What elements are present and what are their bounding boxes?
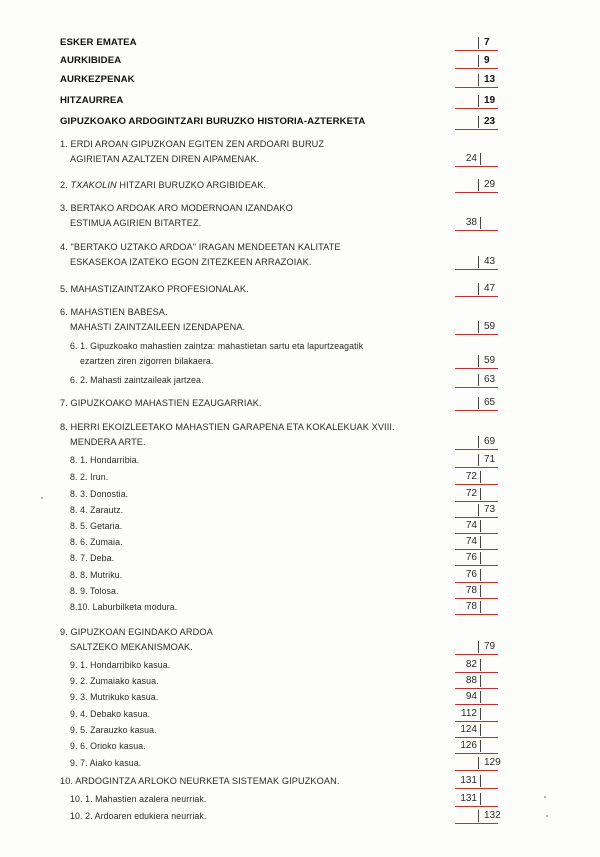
toc-page-number: 59 <box>484 355 496 366</box>
toc-separator-bar <box>478 256 479 268</box>
toc-entry-title: 8. 4. Zarautz. <box>70 505 124 515</box>
toc-page-underline <box>455 269 498 270</box>
toc-separator-bar <box>478 355 479 367</box>
toc-separator-bar <box>480 471 481 483</box>
toc-entry-title: 8. HERRI EKOIZLEETAKO MAHASTIEN GARAPENA ETA KOKALEKUAK XVIII. <box>60 422 395 432</box>
toc-page-underline <box>455 192 498 193</box>
toc-entry-title-continued: ezartzen ziren zigorren bilakaera. <box>80 356 214 366</box>
toc-entry-title: AURKEZPENAK <box>60 74 135 85</box>
toc-entry-title: 9. 1. Hondarribiko kasua. <box>70 660 171 670</box>
toc-page-number: 65 <box>484 397 496 408</box>
toc-page-underline <box>455 753 498 754</box>
toc-page-number: 124 <box>460 724 477 735</box>
toc-page-number: 74 <box>465 520 477 531</box>
toc-separator-bar <box>480 488 481 500</box>
toc-entry-title: 9. 4. Debako kasua. <box>70 709 151 719</box>
toc-page-underline <box>455 654 498 655</box>
toc-page-underline <box>455 533 498 534</box>
toc-page-underline <box>455 549 498 550</box>
toc-entry-title-continued: ESTIMUA AGIRIEN BITARTEZ. <box>70 218 202 228</box>
toc-entry-title: ESKER EMATEA <box>60 37 137 48</box>
toc-entry-title: 4. "BERTAKO UZTAKO ARDOA" IRAGAN MENDEETAN KALITATE <box>60 242 341 252</box>
toc-page-underline <box>455 68 498 69</box>
toc-page-number: 43 <box>484 256 496 267</box>
toc-entry-title: 1. ERDI AROAN GIPUZKOAN EGITEN ZEN ARDOARI BURUZ <box>60 139 325 149</box>
toc-page-number: 78 <box>465 601 477 612</box>
toc-page-number: 24 <box>465 153 477 164</box>
toc-page-underline <box>455 449 498 450</box>
toc-page-underline <box>455 387 498 388</box>
toc-entry-title: 8. 7. Deba. <box>70 553 115 563</box>
toc-separator-bar <box>478 37 479 49</box>
toc-entry-title: 6. 2. Mahasti zaintzaileak jartzea. <box>70 375 204 385</box>
toc-separator-bar <box>478 95 479 107</box>
toc-page-number: 94 <box>465 691 477 702</box>
toc-entry-title-continued: AGIRIETAN AZALTZEN DIREN AIPAMENAK. <box>70 154 260 164</box>
toc-separator-bar <box>480 536 481 548</box>
toc-page-number: 23 <box>484 116 496 127</box>
toc-page-underline <box>455 582 498 583</box>
toc-page-number: 76 <box>465 552 477 563</box>
toc-entry-title: 8. 1. Hondarribia. <box>70 455 140 465</box>
toc-page-number: 13 <box>484 74 496 85</box>
toc-page-number: 132 <box>484 810 501 821</box>
toc-separator-bar <box>478 436 479 448</box>
toc-entry-title: 8. 9. Tolosa. <box>70 586 119 596</box>
toc-entry-title: 2. TXAKOLIN HITZARI BURUZKO ARGIBIDEAK. <box>60 180 267 190</box>
toc-page-underline <box>455 688 498 689</box>
toc-page-underline <box>455 296 498 297</box>
toc-separator-bar <box>480 217 481 229</box>
toc-entry-title-continued: MAHASTI ZAINTZAILEEN IZENDAPENA. <box>70 322 246 332</box>
toc-separator-bar <box>478 116 479 128</box>
toc-page-underline <box>455 788 498 789</box>
toc-entry-title: HITZAURREA <box>60 95 124 106</box>
toc-page-number: 79 <box>484 641 496 652</box>
toc-separator-bar <box>478 321 479 333</box>
toc-page-number: 9 <box>484 55 490 66</box>
toc-page-number: 69 <box>484 436 496 447</box>
toc-page-underline <box>455 87 498 88</box>
toc-entry-title: 10. ARDOGINTZA ARLOKO NEURKETA SISTEMAK GIPUZKOAN. <box>60 776 340 786</box>
toc-separator-bar <box>480 740 481 752</box>
toc-page-underline <box>455 410 498 411</box>
toc-entry-title: 8. 6. Zumaia. <box>70 537 123 547</box>
toc-page-number: 7 <box>484 37 490 48</box>
toc-separator-bar <box>480 775 481 787</box>
toc-entry-title: 6. 1. Gipuzkoako mahastien zaintza: mahastietan sartu eta lapurtzeagatik <box>70 341 364 351</box>
toc-page-underline <box>455 334 498 335</box>
toc-page-underline <box>455 129 498 130</box>
toc-separator-bar <box>480 724 481 736</box>
toc-page-number: 82 <box>465 659 477 670</box>
toc-entry-title: 9. GIPUZKOAN EGINDAKO ARDOA <box>60 627 213 637</box>
toc-separator-bar <box>478 504 479 516</box>
toc-page-number: 131 <box>460 775 477 786</box>
toc-entry-title: 8. 8. Mutriku. <box>70 570 123 580</box>
toc-page-number: 72 <box>465 488 477 499</box>
toc-page-underline <box>455 108 498 109</box>
toc-entry-title: 7. GIPUZKOAKO MAHASTIEN EZAUGARRIAK. <box>60 398 262 408</box>
toc-separator-bar <box>480 520 481 532</box>
toc-entry-title: 9. 5. Zarauzko kasua. <box>70 725 157 735</box>
toc-page-number: 59 <box>484 321 496 332</box>
toc-separator-bar <box>480 793 481 805</box>
toc-entry-title-continued: ESKASEKOA IZATEKO EGON ZITEZKEEN ARRAZOIAK. <box>70 257 312 267</box>
toc-entry-title: 5. MAHASTIZAINTZAKO PROFESIONALAK. <box>60 284 249 294</box>
toc-entry-title: 8. 2. Irun. <box>70 472 109 482</box>
toc-page-number: 126 <box>460 740 477 751</box>
toc-page-underline <box>455 704 498 705</box>
toc-page-underline <box>455 721 498 722</box>
toc-page-number: 74 <box>465 536 477 547</box>
toc-page-underline <box>455 614 498 615</box>
toc-entry-title-continued: MENDERA ARTE. <box>70 437 146 447</box>
toc-entry-title: 6. MAHASTIEN BABESA. <box>60 307 168 317</box>
paper-speck <box>41 497 43 499</box>
toc-separator-bar <box>480 708 481 720</box>
toc-separator-bar <box>478 641 479 653</box>
toc-page-number: 63 <box>484 374 496 385</box>
toc-separator-bar <box>480 585 481 597</box>
toc-entry-title: 8. 3. Donostia. <box>70 489 129 499</box>
toc-separator-bar <box>478 454 479 466</box>
toc-separator-bar <box>478 397 479 409</box>
toc-page-underline <box>455 501 498 502</box>
toc-page-underline <box>455 230 498 231</box>
toc-separator-bar <box>480 691 481 703</box>
toc-entry-title: 9. 6. Orioko kasua. <box>70 741 146 751</box>
toc-page-number: 38 <box>465 217 477 228</box>
toc-separator-bar <box>480 659 481 671</box>
toc-page-underline <box>455 467 498 468</box>
toc-separator-bar <box>480 675 481 687</box>
toc-page-number: 72 <box>465 471 477 482</box>
toc-page-underline <box>455 484 498 485</box>
toc-page-number: 129 <box>484 757 501 768</box>
toc-entry-title: 9. 3. Mutrikuko kasua. <box>70 692 159 702</box>
toc-page-number: 71 <box>484 454 496 465</box>
toc-separator-bar <box>478 810 479 822</box>
toc-page-number: 19 <box>484 95 496 106</box>
toc-page-underline <box>455 823 498 824</box>
toc-separator-bar <box>478 283 479 295</box>
toc-page-underline <box>455 737 498 738</box>
toc-separator-bar <box>478 374 479 386</box>
toc-entry-title: 9. 7. Aiako kasua. <box>70 758 142 768</box>
toc-page-number: 88 <box>465 675 477 686</box>
toc-page-number: 78 <box>465 585 477 596</box>
toc-page-underline <box>455 50 498 51</box>
toc-entry-title: 9. 2. Zumaiako kasua. <box>70 676 159 686</box>
toc-entry-title-continued: SALTZEKO MEKANISMOAK. <box>70 642 193 652</box>
toc-page-number: 73 <box>484 504 496 515</box>
toc-separator-bar <box>478 55 479 67</box>
toc-page-number: 112 <box>461 708 477 719</box>
toc-entry-title: 10. 1. Mahastien azalera neurriak. <box>70 794 207 804</box>
toc-separator-bar <box>480 153 481 165</box>
toc-separator-bar <box>480 601 481 613</box>
toc-entry-title: 8. 5. Getaria. <box>70 521 123 531</box>
toc-page-underline <box>455 672 498 673</box>
toc-entry-title: 3. BERTAKO ARDOAK ARO MODERNOAN IZANDAKO <box>60 203 293 213</box>
toc-entry-title: 8.10. Laburbilketa modura. <box>70 602 178 612</box>
toc-page-number: 29 <box>484 179 496 190</box>
toc-page-underline <box>455 598 498 599</box>
toc-entry-title: AURKIBIDEA <box>60 55 122 66</box>
toc-separator-bar <box>480 569 481 581</box>
paper-speck <box>546 815 548 817</box>
toc-page-underline <box>455 806 498 807</box>
toc-entry-title: GIPUZKOAKO ARDOGINTZARI BURUZKO HISTORIA-AZTERKETA <box>60 116 366 127</box>
toc-separator-bar <box>478 757 479 769</box>
toc-page-underline <box>455 368 498 369</box>
toc-page-number: 76 <box>465 569 477 580</box>
toc-separator-bar <box>478 179 479 191</box>
toc-page-number: 131 <box>460 793 477 804</box>
toc-page-number: 47 <box>484 283 496 294</box>
toc-page-underline <box>455 517 498 518</box>
toc-page-underline <box>455 166 498 167</box>
toc-page-underline <box>455 565 498 566</box>
paper-speck <box>544 796 546 798</box>
toc-entry-title: 10. 2. Ardoaren edukiera neurriak. <box>70 811 207 821</box>
toc-separator-bar <box>478 74 479 86</box>
toc-page-underline <box>455 770 498 771</box>
toc-separator-bar <box>480 552 481 564</box>
